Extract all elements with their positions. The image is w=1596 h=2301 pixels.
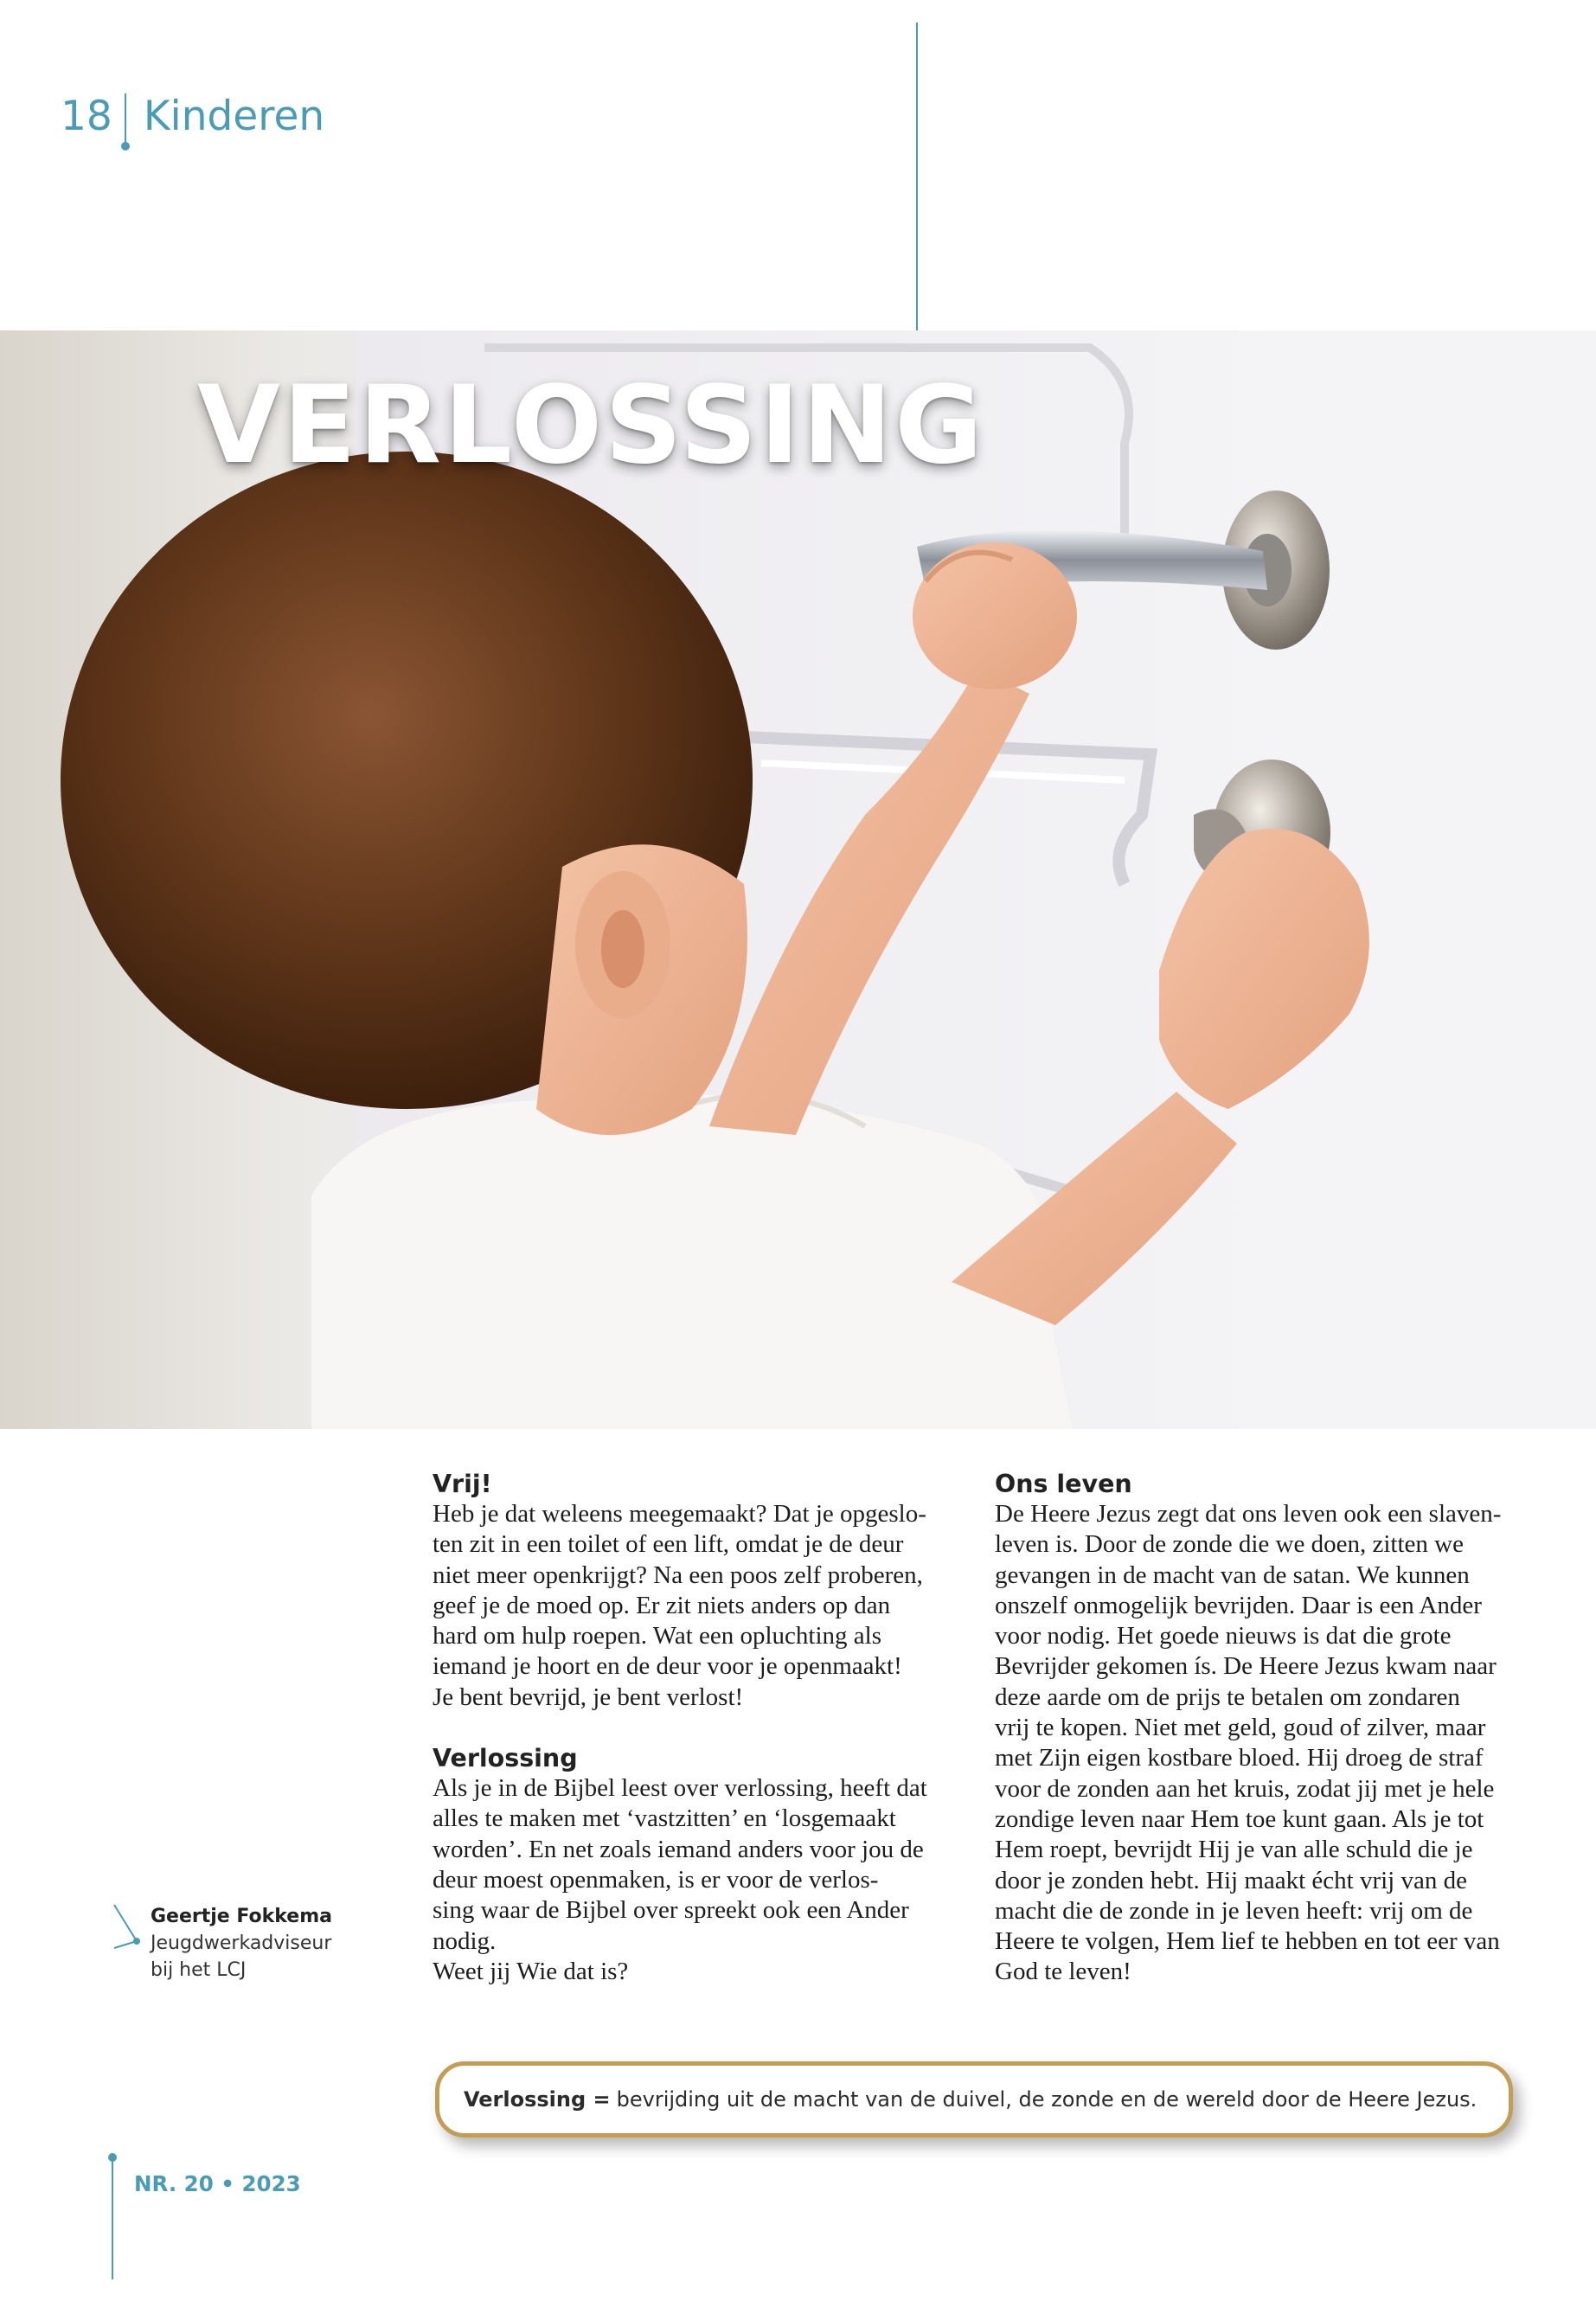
text-line: leven is. Door de zonde die we doen, zitten we bbox=[995, 1530, 1464, 1559]
text-line: voor nodig. Het goede nieuws is dat die grote bbox=[995, 1622, 1452, 1650]
subheading-ons-leven: Ons leven bbox=[995, 1470, 1132, 1498]
hero-photo bbox=[0, 330, 1596, 1429]
page-number: 18 bbox=[61, 92, 112, 140]
text-line: Je bent bevrijd, je bent verlost! bbox=[433, 1682, 744, 1711]
text-line: door je zonden hebt. Hij maakt écht vrij van de bbox=[995, 1866, 1467, 1894]
text-line: onszelf onmogelijk bevrijden. Daar is een Ander bbox=[995, 1591, 1482, 1619]
text-line: macht die de zonde in je leven heeft: vrij om de bbox=[995, 1896, 1473, 1925]
text-line: God te leven! bbox=[995, 1958, 1131, 1986]
author-credit bbox=[151, 1903, 332, 1984]
text-line: De Heere Jezus zegt dat ons leven ook een slaven- bbox=[995, 1500, 1502, 1528]
text-line: Weet jij Wie dat is? bbox=[433, 1957, 629, 1985]
text-line: Heb je dat weleens meegemaakt? Dat je opgeslo- bbox=[433, 1500, 926, 1528]
text-line: niet meer openkrijgt? Na een poos zelf proberen, bbox=[433, 1561, 923, 1589]
photo-illustration bbox=[0, 330, 1596, 1429]
text-line: gevangen in de macht van de satan. We kunnen bbox=[995, 1561, 1470, 1589]
issue-number: NR. 20 • 2023 bbox=[134, 2171, 301, 2196]
text-column-left bbox=[433, 1469, 960, 1987]
author-role: Jeugdwerkadviseur bbox=[151, 1932, 332, 1954]
definition-term: Verlossing = bbox=[464, 2087, 611, 2112]
text-line: Hem roept, bevrijdt Hij je van alle schuld die je bbox=[995, 1836, 1473, 1864]
decorative-vertical-line bbox=[916, 22, 918, 346]
author-pointer-icon bbox=[111, 1903, 145, 1955]
definition-text: bevrijding uit de macht van de duivel, de zonde en de wereld door de Heere Jezus. bbox=[616, 2087, 1477, 2112]
header-divider bbox=[125, 93, 126, 145]
text-line: met Zijn eigen kostbare bloed. Hij droeg de straf bbox=[995, 1744, 1484, 1772]
author-organisation: bij het LCJ bbox=[151, 1959, 247, 1981]
text-line: Als je in de Bijbel leest over verlossing, heeft dat bbox=[433, 1774, 927, 1803]
text-line: zondige leven naar Hem toe kunt gaan. Als je tot bbox=[995, 1804, 1484, 1833]
text-line: geef je de moed op. Er zit niets anders op dan bbox=[433, 1591, 891, 1619]
text-line: deur moest openmaken, is er voor de verlos- bbox=[433, 1865, 879, 1894]
text-column-right bbox=[995, 1469, 1522, 1988]
text-line: Heere te volgen, Hem lief te hebben en tot eer van bbox=[995, 1927, 1500, 1956]
text-line: vrij te kopen. Niet met geld, goud of zilver, maar bbox=[995, 1714, 1486, 1742]
text-line: hard om hulp roepen. Wat een opluchting als bbox=[433, 1622, 881, 1650]
page-header bbox=[61, 90, 324, 142]
text-line: sing waar de Bijbel over spreekt ook een Ander bbox=[433, 1896, 909, 1925]
article-title: VERLOSSING bbox=[197, 363, 985, 488]
text-line: worden’. En net zoals iemand anders voor jou de bbox=[433, 1835, 924, 1863]
footer-vertical-line bbox=[112, 2158, 113, 2279]
text-line: Bevrijder gekomen ís. De Heere Jezus kwam naar bbox=[995, 1652, 1497, 1681]
subheading-vrij: Vrij! bbox=[433, 1470, 492, 1498]
text-line: nodig. bbox=[433, 1926, 497, 1955]
text-line: ten zit in een toilet of een lift, omdat je de deur bbox=[433, 1530, 904, 1559]
text-line: alles te maken met ‘vastzitten’ en ‘losgemaakt bbox=[433, 1804, 896, 1833]
text-line: voor de zonden aan het kruis, zodat jij met je hele bbox=[995, 1774, 1495, 1803]
subheading-verlossing: Verlossing bbox=[433, 1744, 578, 1773]
text-line: deze aarde om de prijs te betalen om zondaren bbox=[995, 1682, 1460, 1711]
definition-box bbox=[435, 2061, 1513, 2138]
section-title: Kinderen bbox=[143, 92, 325, 140]
author-name: Geertje Fokkema bbox=[151, 1906, 332, 1927]
text-line: iemand je hoort en de deur voor je openmaakt! bbox=[433, 1652, 902, 1681]
